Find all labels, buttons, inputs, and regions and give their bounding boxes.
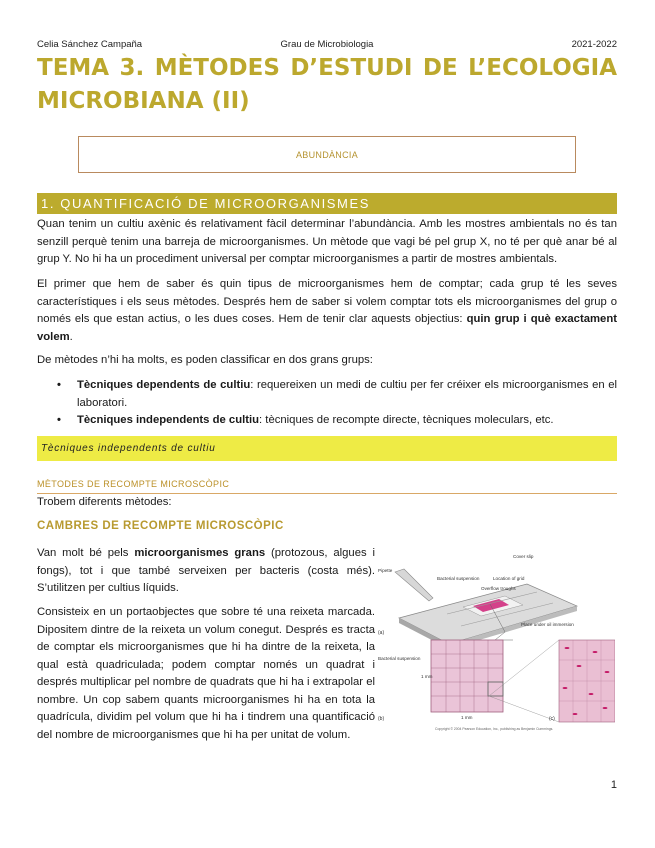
figure-label-a: (a) <box>378 630 385 636</box>
counting-grid <box>431 640 503 712</box>
section-heading-quantification: 1. QUANTIFICACIÓ DE MICROORGANISMES <box>37 193 617 214</box>
figure-label-c: (c) <box>549 716 555 722</box>
counting-chamber-figure <box>377 548 615 740</box>
chambers-use-text-a: Van molt bé pels <box>37 547 135 559</box>
figure-label-1mm-vertical: 1 mm <box>421 674 433 679</box>
figure-label-suspension: Bacterial suspension <box>437 576 480 581</box>
figure-label-location: Location of grid <box>493 576 525 581</box>
list-item <box>37 377 617 412</box>
figure-copyright: Copyright © 2004 Pearson Education, Inc., publishing as Benjamin Cummings. <box>435 727 554 731</box>
paragraph-intro: Quan tenim un cultiu axènic és relativament fàcil determinar l’abundància. Amb les mostres ambientals no és tan senzill perquè tenim una barreja de microorganismes. Un mètode que vagi bé pel grup X, no té per què anar bé al grup Y. No hi ha un procediment universal per comptar microorganismes a partir de mostres ambientals. <box>37 218 617 265</box>
paragraph-chambers-use <box>37 545 375 598</box>
abundance-box: ABUNDÀNCIA <box>78 136 576 173</box>
document-title: TEMA 3. MÈTODES D’ESTUDI DE L’ECOLOGIA MICROBIANA (II) <box>37 55 617 114</box>
page-number: 1 <box>610 779 617 791</box>
paragraph-methods: De mètodes n’hi ha molts, es poden classificar en dos grans grups: <box>37 354 373 366</box>
list-item-bold: Tècniques independents de cultiu <box>77 414 260 426</box>
header-author: Celia Sánchez Campaña <box>37 39 143 50</box>
figure-label-b: (b) <box>378 716 385 722</box>
list-item-bold: Tècniques dependents de cultiu <box>77 379 251 391</box>
subheading-counting-chambers: CAMBRES DE RECOMPTE MICROSCÒPIC <box>37 520 284 532</box>
section-heading-independent: Tècniques independents de cultiu <box>37 436 617 461</box>
paragraph-methods-intro: Trobem diferents mètodes: <box>37 496 172 508</box>
figure-label-cover-slip: Cover slip <box>513 554 534 559</box>
subheading-microscopic-count: MÈTODES DE RECOMPTE MICROSCÒPIC <box>37 479 617 494</box>
figure-label-place: Place under oil immersion <box>521 622 574 627</box>
figure-label-1mm-horizontal: 1 mm <box>461 715 473 720</box>
header-year: 2021-2022 <box>571 39 617 50</box>
figure-label-overflow: Overflow troughs <box>481 586 516 591</box>
figure-label-bacterial: Bacterial suspension <box>378 656 421 661</box>
page-header <box>37 39 617 53</box>
figure-label-pipette: Pipette <box>378 568 393 573</box>
list-item-text: : requereixen un medi de cultiu per fer créixer els microorganismes en el laboratori. <box>77 379 617 409</box>
header-course: Grau de Microbiologia <box>280 39 374 50</box>
chambers-use-bold: microorganismes grans <box>134 547 266 559</box>
paragraph-objectives-end: . <box>69 330 73 343</box>
methods-list <box>37 377 617 430</box>
paragraph-objectives <box>37 276 617 346</box>
paragraph-chambers-procedure: Consisteix en un portaobjectes que sobre té una reixeta marcada. Dipositem dintre de la reixeta un volum conegut. Després es tracta de comptar els microorganismes que hi ha dintre de la reixeta, la qual està quadriculada; podem comptar només un quadrat i després multiplicar pel nombre de quadrats que hi ha i extrapolar el nombre. Un cop sabem quants microorganismes hi ha en tota la quadrícula, dividim pel volum que hi ha i tindrem una quantificació del nombre de microorganismes que hi ha per unitat de volum. <box>37 606 375 741</box>
paragraph-objectives-bold: quin grup i què exactament volem <box>37 313 617 343</box>
magnified-square <box>559 640 615 722</box>
list-item <box>37 412 617 430</box>
paragraph-objectives-text: El primer que hem de saber és quin tipus de microorganismes hem de comptar; cada grup té les seves característiques i els seus mètodes. Després hem de saber si volem comptar tots els microorganismes del grup o només els que estan actius, o les dues coses. Hem de tenir clar aquests objectius: <box>37 278 617 325</box>
chambers-use-text-b: (protozous, algues i fongs), tot i que també serveixen per bacteris (costa més). S’utilitzen per cultius líquids. <box>37 547 376 594</box>
list-item-text: : tècniques de recompte directe, tècniques moleculars, etc. <box>259 414 554 426</box>
bullet-icon: • <box>57 379 61 391</box>
pipette-icon <box>395 569 433 601</box>
document-page <box>37 0 617 848</box>
bullet-icon: • <box>57 414 61 426</box>
